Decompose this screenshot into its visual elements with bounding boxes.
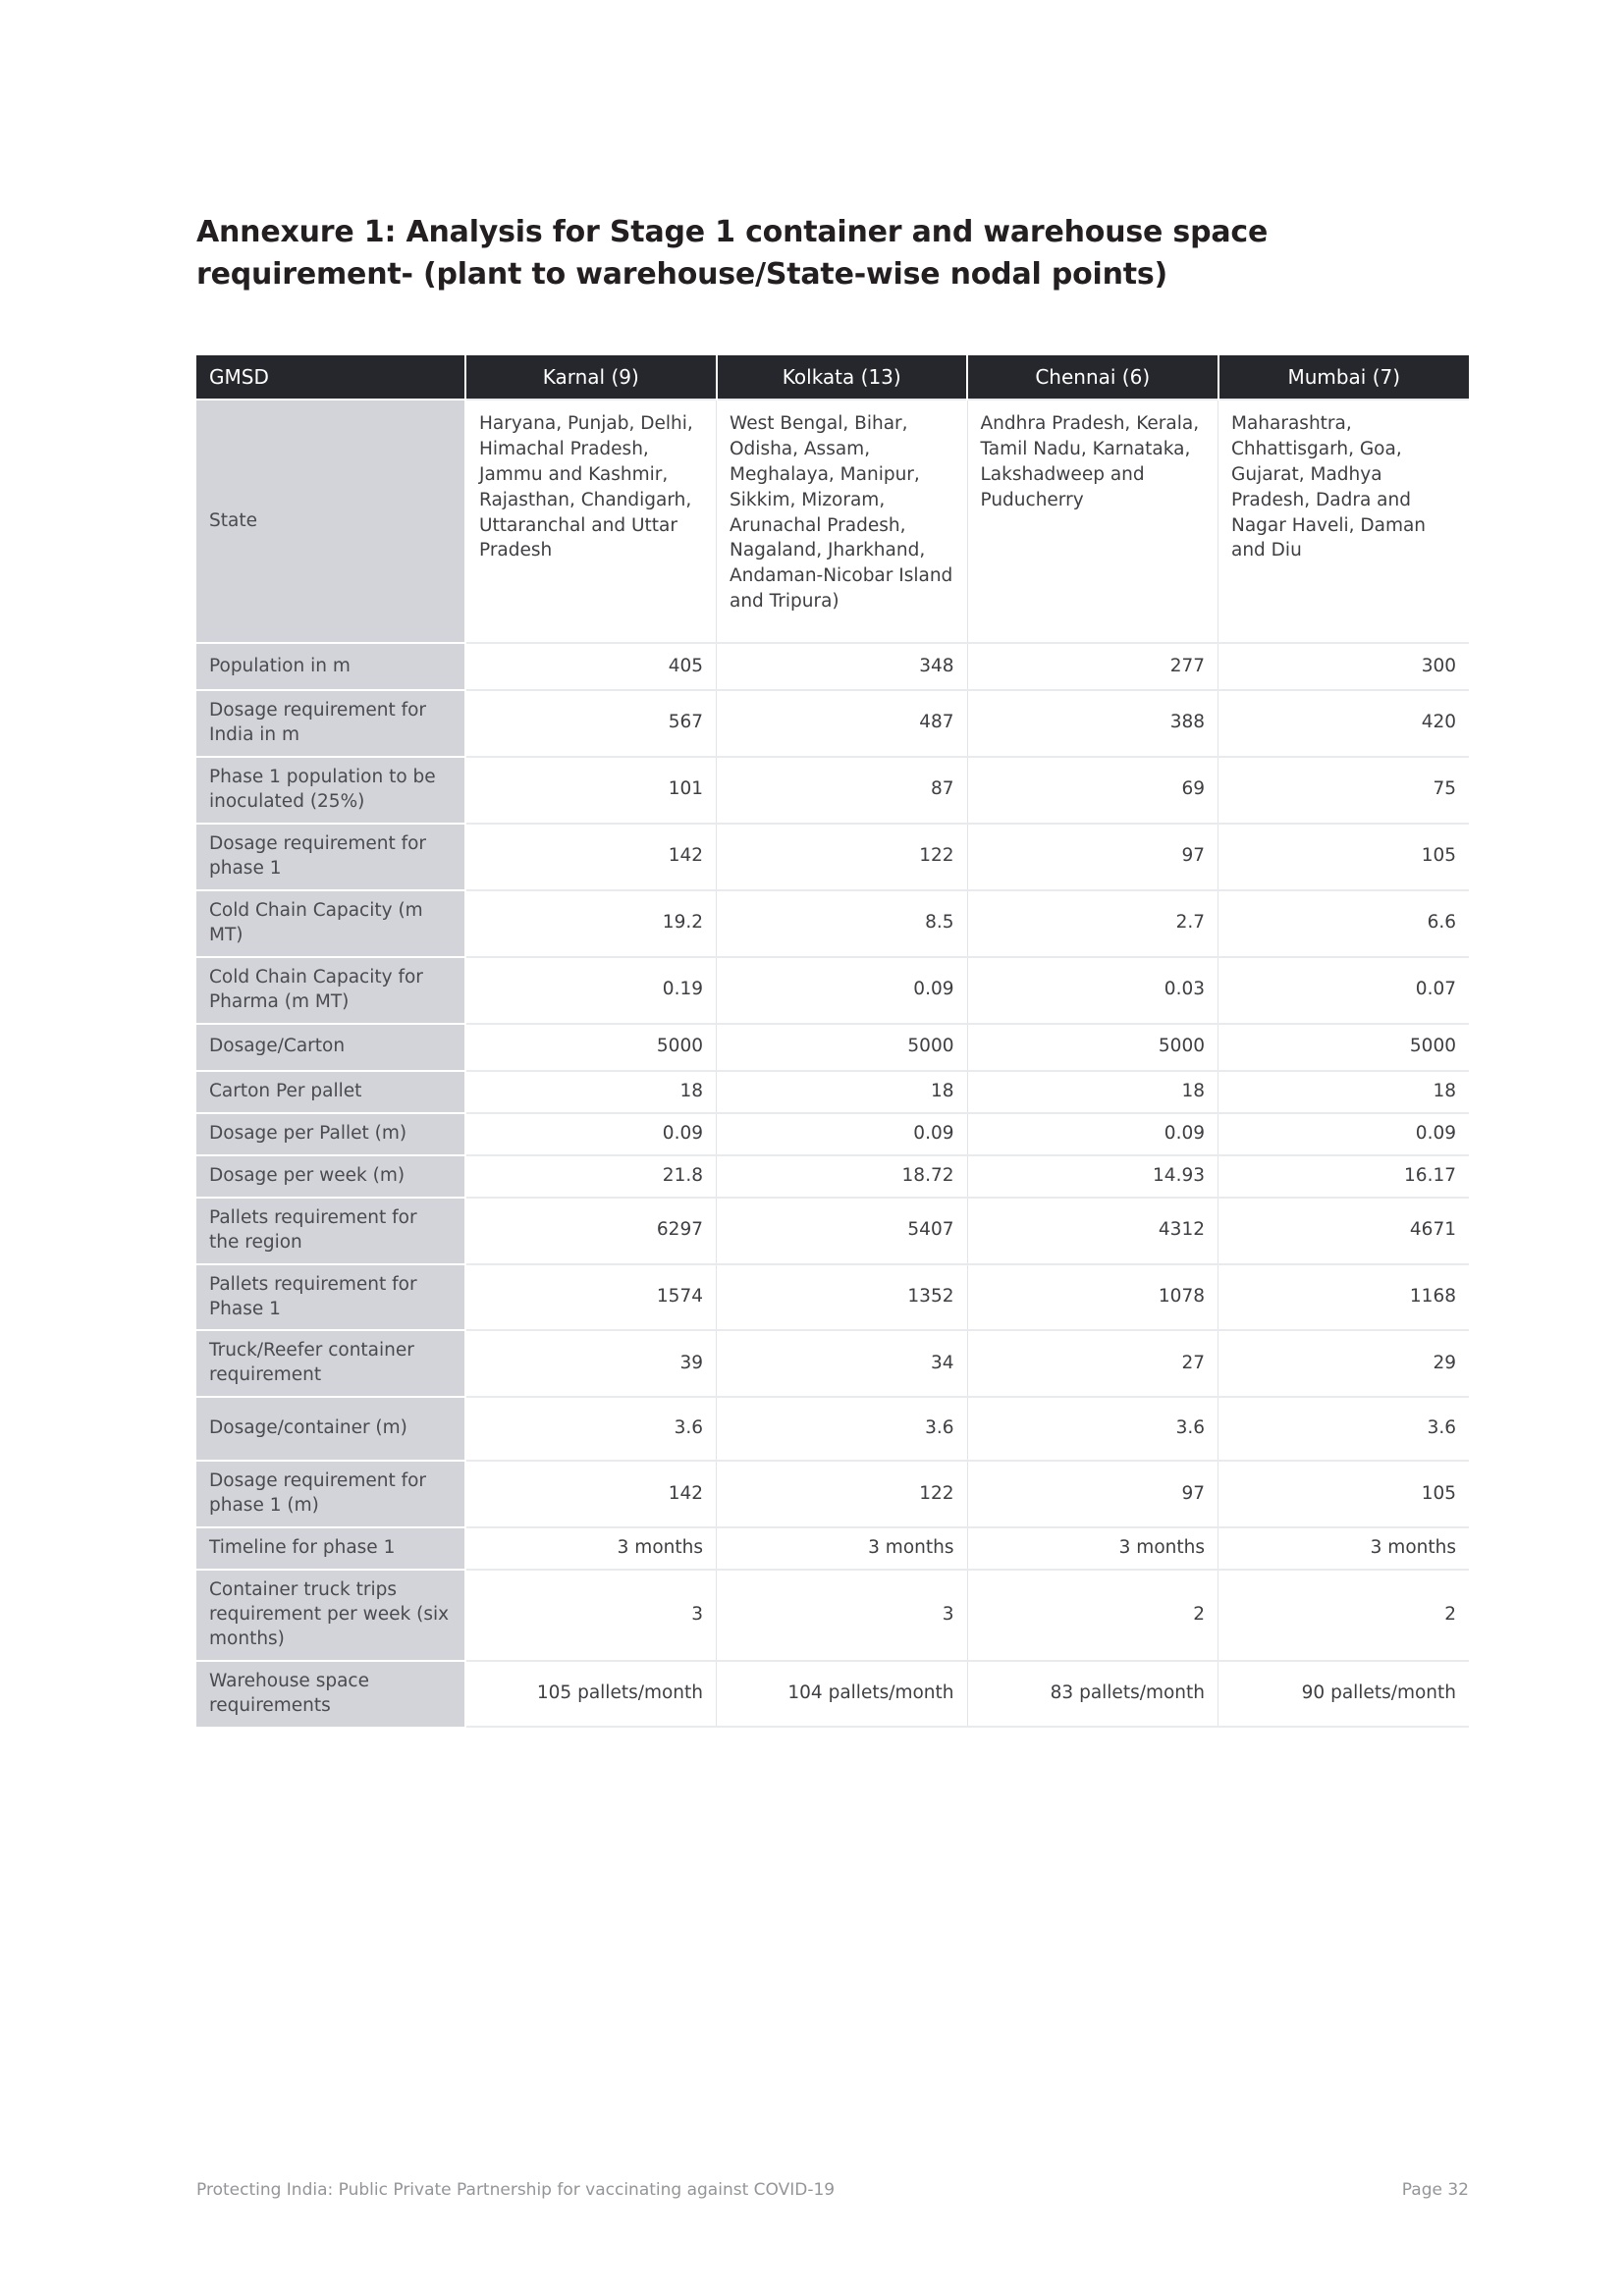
table-row — [196, 957, 1469, 1024]
row-label: Dosage requirement for phase 1 — [196, 824, 465, 890]
table-row — [196, 1397, 1469, 1461]
row-label: Pallets requirement for the region — [196, 1198, 465, 1264]
table-row — [196, 1527, 1469, 1570]
table-row — [196, 643, 1469, 690]
table-cell: 75 — [1218, 757, 1470, 824]
page-title-lead: Annexure 1: — [196, 215, 397, 250]
table-cell: 97 — [967, 824, 1218, 890]
table-cell: 4671 — [1218, 1198, 1470, 1264]
row-label: Dosage per week (m) — [196, 1155, 465, 1198]
table-row — [196, 1330, 1469, 1397]
annexure-table — [196, 355, 1469, 1728]
table-cell: 6297 — [465, 1198, 717, 1264]
table-cell: 567 — [465, 690, 717, 757]
table-cell: Maharashtra, Chhattisgarh, Goa, Gujarat, Madhya Pradesh, Dadra and Nagar Haveli, Daman and Diu — [1218, 400, 1470, 643]
table-row — [196, 1024, 1469, 1071]
table-cell: 2 — [967, 1570, 1218, 1661]
table-cell: 4312 — [967, 1198, 1218, 1264]
table-cell: 0.09 — [967, 1113, 1218, 1155]
table-row — [196, 1461, 1469, 1527]
table-cell: 69 — [967, 757, 1218, 824]
table-cell: 101 — [465, 757, 717, 824]
table-row — [196, 1113, 1469, 1155]
table-cell: 34 — [717, 1330, 968, 1397]
table-cell: 0.09 — [717, 1113, 968, 1155]
table-cell: Andhra Pradesh, Kerala, Tamil Nadu, Karnataka, Lakshadweep and Puducherry — [967, 400, 1218, 643]
footer-document-title: Protecting India: Public Private Partnership for vaccinating against COVID-19 — [196, 2180, 836, 2200]
table-cell: 405 — [465, 643, 717, 690]
table-row — [196, 690, 1469, 757]
table-cell: 97 — [967, 1461, 1218, 1527]
table-cell: 3.6 — [1218, 1397, 1470, 1461]
row-label: Population in m — [196, 643, 465, 690]
table-cell: 5000 — [465, 1024, 717, 1071]
page-title-rest: Analysis for Stage 1 container and warehouse space requirement- (plant to warehouse/State-wise nodal points) — [196, 215, 1269, 292]
table-cell: 83 pallets/month — [967, 1661, 1218, 1727]
table-cell: 3.6 — [465, 1397, 717, 1461]
table-cell: 1078 — [967, 1264, 1218, 1331]
table-row — [196, 1155, 1469, 1198]
table-cell: 18 — [967, 1071, 1218, 1113]
row-label: Timeline for phase 1 — [196, 1527, 465, 1570]
table-cell: 39 — [465, 1330, 717, 1397]
table-cell: 104 pallets/month — [717, 1661, 968, 1727]
table-cell: 27 — [967, 1330, 1218, 1397]
page-title — [196, 212, 1434, 295]
table-cell: 0.19 — [465, 957, 717, 1024]
table-cell: 8.5 — [717, 890, 968, 957]
row-label: State — [196, 400, 465, 643]
table-cell: 1574 — [465, 1264, 717, 1331]
table-cell: 16.17 — [1218, 1155, 1470, 1198]
table-header-row — [196, 355, 1469, 400]
table-row — [196, 1071, 1469, 1113]
table-cell: 18.72 — [717, 1155, 968, 1198]
table-cell: 5000 — [1218, 1024, 1470, 1071]
table-row — [196, 757, 1469, 824]
table-cell: Haryana, Punjab, Delhi, Himachal Pradesh, Jammu and Kashmir, Rajasthan, Chandigarh, Uttaranchal and Uttar Pradesh — [465, 400, 717, 643]
table-body — [196, 400, 1469, 1727]
table-row — [196, 1198, 1469, 1264]
table-cell: West Bengal, Bihar, Odisha, Assam, Meghalaya, Manipur, Sikkim, Mizoram, Arunachal Pradesh, Nagaland, Jharkhand, Andaman-Nicobar Island and Tripura) — [717, 400, 968, 643]
table-cell: 142 — [465, 824, 717, 890]
table-cell: 18 — [465, 1071, 717, 1113]
table-cell: 87 — [717, 757, 968, 824]
row-label: Truck/Reefer container requirement — [196, 1330, 465, 1397]
table-cell: 487 — [717, 690, 968, 757]
table-cell: 2.7 — [967, 890, 1218, 957]
column-header-mumbai: Mumbai (7) — [1218, 355, 1470, 400]
row-label: Dosage/container (m) — [196, 1397, 465, 1461]
table-cell: 3 — [717, 1570, 968, 1661]
table-cell: 300 — [1218, 643, 1470, 690]
table-cell: 105 — [1218, 1461, 1470, 1527]
table-cell: 3 months — [465, 1527, 717, 1570]
row-label: Dosage/Carton — [196, 1024, 465, 1071]
row-label: Warehouse space requirements — [196, 1661, 465, 1727]
table-cell: 3.6 — [717, 1397, 968, 1461]
row-label: Cold Chain Capacity (m MT) — [196, 890, 465, 957]
table-cell: 3 months — [967, 1527, 1218, 1570]
table-cell: 105 — [1218, 824, 1470, 890]
column-header-chennai: Chennai (6) — [967, 355, 1218, 400]
annexure-table-wrap — [196, 355, 1469, 1728]
table-cell: 90 pallets/month — [1218, 1661, 1470, 1727]
table-cell: 3 months — [1218, 1527, 1470, 1570]
table-cell: 277 — [967, 643, 1218, 690]
table-cell: 388 — [967, 690, 1218, 757]
table-cell: 420 — [1218, 690, 1470, 757]
table-cell: 0.09 — [717, 957, 968, 1024]
table-cell: 3 — [465, 1570, 717, 1661]
column-header-kolkata: Kolkata (13) — [717, 355, 968, 400]
table-cell: 0.09 — [1218, 1113, 1470, 1155]
table-cell: 18 — [1218, 1071, 1470, 1113]
table-cell: 0.03 — [967, 957, 1218, 1024]
table-cell: 122 — [717, 1461, 968, 1527]
table-cell: 19.2 — [465, 890, 717, 957]
table-cell: 18 — [717, 1071, 968, 1113]
table-cell: 0.07 — [1218, 957, 1470, 1024]
table-cell: 122 — [717, 824, 968, 890]
table-cell: 5000 — [717, 1024, 968, 1071]
column-header-karnal: Karnal (9) — [465, 355, 717, 400]
row-label: Dosage requirement for phase 1 (m) — [196, 1461, 465, 1527]
table-cell: 21.8 — [465, 1155, 717, 1198]
column-header-gmsd: GMSD — [196, 355, 465, 400]
row-label: Container truck trips requirement per week (six months) — [196, 1570, 465, 1661]
page-footer — [196, 2180, 1469, 2200]
table-row — [196, 1661, 1469, 1727]
row-label: Carton Per pallet — [196, 1071, 465, 1113]
table-cell: 0.09 — [465, 1113, 717, 1155]
table-cell: 29 — [1218, 1330, 1470, 1397]
table-cell: 14.93 — [967, 1155, 1218, 1198]
table-cell: 5000 — [967, 1024, 1218, 1071]
table-cell: 105 pallets/month — [465, 1661, 717, 1727]
table-row — [196, 824, 1469, 890]
table-row — [196, 1570, 1469, 1661]
row-label: Dosage requirement for India in m — [196, 690, 465, 757]
table-cell: 3.6 — [967, 1397, 1218, 1461]
table-cell: 2 — [1218, 1570, 1470, 1661]
table-cell: 1168 — [1218, 1264, 1470, 1331]
row-label: Dosage per Pallet (m) — [196, 1113, 465, 1155]
table-cell: 3 months — [717, 1527, 968, 1570]
table-cell: 5407 — [717, 1198, 968, 1264]
row-label: Pallets requirement for Phase 1 — [196, 1264, 465, 1331]
table-row — [196, 400, 1469, 643]
table-cell: 348 — [717, 643, 968, 690]
table-cell: 6.6 — [1218, 890, 1470, 957]
row-label: Phase 1 population to be inoculated (25%) — [196, 757, 465, 824]
table-head — [196, 355, 1469, 400]
table-row — [196, 1264, 1469, 1331]
row-label: Cold Chain Capacity for Pharma (m MT) — [196, 957, 465, 1024]
table-cell: 142 — [465, 1461, 717, 1527]
table-row — [196, 890, 1469, 957]
footer-page-number: Page 32 — [1401, 2180, 1469, 2200]
table-cell: 1352 — [717, 1264, 968, 1331]
